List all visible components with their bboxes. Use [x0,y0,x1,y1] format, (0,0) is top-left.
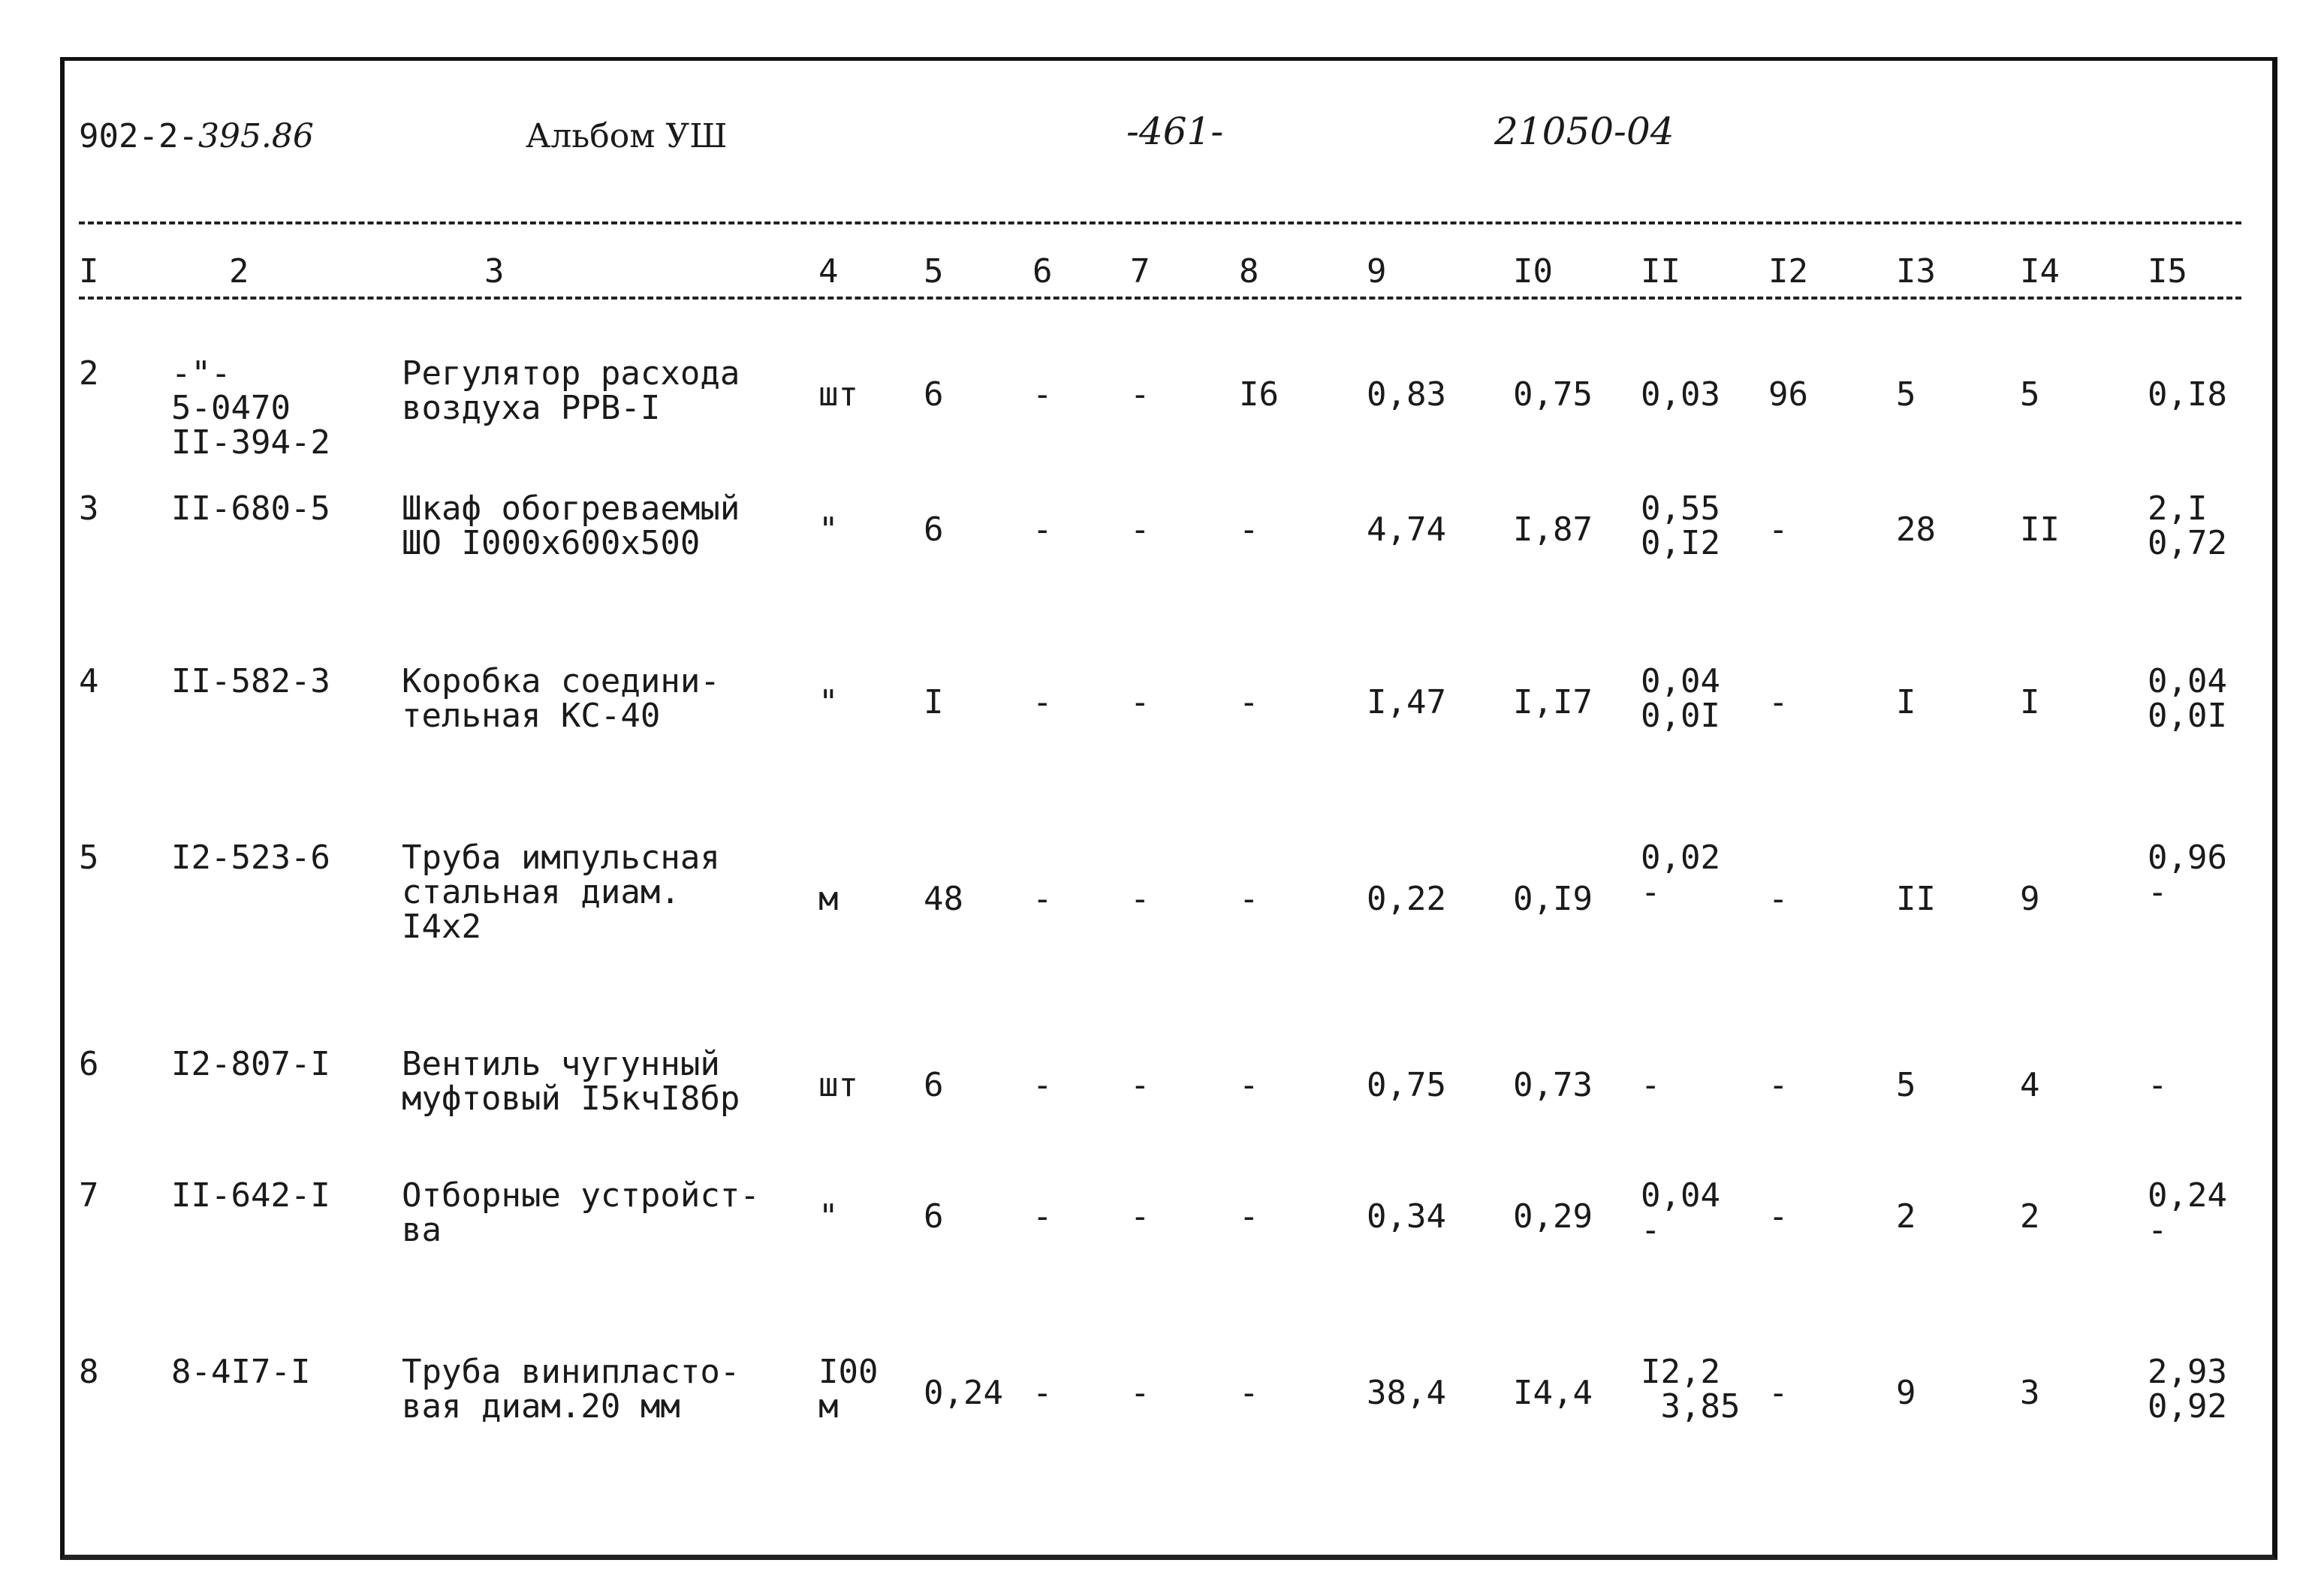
table-cell-col-14: 5 [2020,375,2040,414]
table-cell-col-14: II [2020,510,2060,549]
table-cell-col-12: - [1768,1373,1789,1412]
table-cell-col-7: - [1130,510,1150,549]
table-cell-col-9: I,47 [1367,682,1446,721]
column-number-3: 3 [484,252,505,291]
column-number-2: 2 [229,252,249,291]
table-cell-col-5: 6 [924,510,944,549]
table-cell-col-1: 6 [79,1045,99,1083]
document-number: 21050-04 [1494,110,1674,153]
table-cell-col-14: 2 [2020,1197,2040,1236]
table-cell-col-3: Вентиль чугунный муфтовый I5кчI8бр [402,1045,740,1118]
table-cell-col-14: 9 [2020,880,2040,919]
table-cell-col-8: - [1239,880,1259,919]
table-cell-col-13: 5 [1896,1065,1916,1104]
table-cell-col-15: 2,93 0,92 [2148,1353,2227,1426]
table-cell-col-1: 2 [79,354,99,393]
table-cell-col-15: 0,24 - [2148,1176,2227,1249]
table-cell-col-9: 0,83 [1367,375,1446,414]
table-cell-col-14: 3 [2020,1373,2040,1412]
column-number-7: 7 [1130,252,1150,291]
table-cell-col-6: - [1032,880,1053,919]
table-cell-col-12: - [1768,1197,1789,1236]
table-cell-col-15: - [2148,1065,2168,1104]
table-cell-col-7: - [1130,1197,1150,1236]
table-cell-col-14: I [2020,682,2040,721]
table-cell-col-6: - [1032,1197,1053,1236]
table-cell-col-12: - [1768,1065,1789,1104]
table-cell-col-11: 0,55 0,I2 [1641,489,1720,562]
table-cell-col-15: 2,I 0,72 [2148,489,2227,562]
column-number-14: I4 [2020,252,2060,291]
table-cell-col-13: 5 [1896,375,1916,414]
table-cell-col-12: - [1768,682,1789,721]
table-cell-col-3: Труба импульсная стальная диам. I4x2 [402,839,720,946]
header-top-rule [79,221,2241,224]
table-cell-col-4: " [818,1197,839,1236]
album-title: Альбом УШ [526,117,728,155]
table-cell-col-13: 28 [1896,510,1936,549]
table-cell-col-4: шт [818,1065,858,1104]
table-cell-col-8: - [1239,1197,1259,1236]
column-number-12: I2 [1768,252,1808,291]
table-cell-col-2: II-642-I [171,1176,330,1215]
table-cell-col-11: 0,03 [1641,375,1720,414]
table-cell-col-6: - [1032,1065,1053,1104]
table-cell-col-5: 0,24 [924,1373,1003,1412]
table-cell-col-5: 48 [924,880,963,919]
document-code-prefix: 902-2- [79,117,198,155]
table-cell-col-6: - [1032,375,1053,414]
document-code [79,117,314,155]
table-cell-col-2: 8-4I7-I [171,1353,311,1391]
table-cell-col-3: Регулятор расхода воздуха РРВ-I [402,354,740,427]
table-cell-col-10: I,I7 [1513,682,1593,721]
document-code-handwritten: 395.86 [197,117,314,155]
table-cell-col-10: I,87 [1513,510,1593,549]
table-cell-col-9: 0,34 [1367,1197,1446,1236]
table-cell-col-5: 6 [924,1065,944,1104]
table-cell-col-6: - [1032,682,1053,721]
table-cell-col-7: - [1130,682,1150,721]
table-cell-col-7: - [1130,1065,1150,1104]
table-cell-col-14: 4 [2020,1065,2040,1104]
table-cell-col-2: II-582-3 [171,662,330,700]
table-cell-col-15: 0,04 0,0I [2148,662,2227,735]
table-cell-col-12: - [1768,510,1789,549]
column-number-6: 6 [1032,252,1053,291]
table-cell-col-7: - [1130,1373,1150,1412]
table-cell-col-4: м [818,880,839,919]
table-cell-col-8: - [1239,1065,1259,1104]
table-cell-col-4: I00 м [818,1353,879,1426]
column-number-10: I0 [1513,252,1553,291]
table-cell-col-13: II [1896,880,1936,919]
column-number-4: 4 [818,252,839,291]
table-cell-col-5: 6 [924,1197,944,1236]
table-cell-col-2: I2-523-6 [171,839,330,877]
column-number-15: I5 [2148,252,2187,291]
table-cell-col-13: 2 [1896,1197,1916,1236]
table-cell-col-3: Коробка соедини- тельная КС-40 [402,662,720,735]
table-cell-col-15: 0,96 - [2148,839,2227,911]
table-cell-col-2: I2-807-I [171,1045,330,1083]
header-bottom-rule [79,297,2241,300]
table-cell-col-9: 38,4 [1367,1373,1446,1412]
table-cell-col-13: I [1896,682,1916,721]
table-cell-col-2: II-680-5 [171,489,330,528]
page-frame [60,57,2277,1560]
column-number-13: I3 [1896,252,1936,291]
table-cell-col-4: шт [818,375,858,414]
table-cell-col-6: - [1032,1373,1053,1412]
table-cell-col-9: 4,74 [1367,510,1446,549]
table-cell-col-4: " [818,682,839,721]
table-cell-col-11: 0,04 0,0I [1641,662,1720,735]
table-cell-col-1: 8 [79,1353,99,1391]
table-cell-col-3: Шкаф обогреваемый ШО I000x600x500 [402,489,740,562]
table-cell-col-1: 3 [79,489,99,528]
table-cell-col-10: 0,29 [1513,1197,1593,1236]
table-cell-col-8: - [1239,510,1259,549]
page-number: -461- [1126,110,1224,153]
column-number-1: I [79,252,99,291]
table-cell-col-15: 0,I8 [2148,375,2227,414]
table-cell-col-5: I [924,682,944,721]
table-cell-col-7: - [1130,375,1150,414]
table-cell-col-5: 6 [924,375,944,414]
table-cell-col-10: 0,I9 [1513,880,1593,919]
column-number-5: 5 [924,252,944,291]
table-cell-col-9: 0,75 [1367,1065,1446,1104]
table-cell-col-11: 0,02 - [1641,839,1720,911]
column-number-8: 8 [1239,252,1259,291]
table-cell-col-12: - [1768,880,1789,919]
table-cell-col-9: 0,22 [1367,880,1446,919]
table-cell-col-3: Отборные устройст- ва [402,1176,760,1249]
table-cell-col-8: I6 [1239,375,1279,414]
table-cell-col-12: 96 [1768,375,1808,414]
column-number-11: II [1641,252,1681,291]
table-cell-col-7: - [1130,880,1150,919]
table-cell-col-8: - [1239,1373,1259,1412]
table-cell-col-10: 0,75 [1513,375,1593,414]
table-cell-col-3: Труба винипласто- вая диам.20 мм [402,1353,740,1426]
table-cell-col-11: I2,2 3,85 [1641,1353,1741,1426]
table-cell-col-13: 9 [1896,1373,1916,1412]
table-cell-col-10: 0,73 [1513,1065,1593,1104]
table-cell-col-1: 7 [79,1176,99,1215]
table-cell-col-11: 0,04 - [1641,1176,1720,1249]
table-cell-col-1: 4 [79,662,99,700]
table-cell-col-6: - [1032,510,1053,549]
table-cell-col-2: -"- 5-0470 II-394-2 [171,354,330,462]
table-cell-col-10: I4,4 [1513,1373,1593,1412]
column-number-9: 9 [1367,252,1387,291]
table-cell-col-8: - [1239,682,1259,721]
table-cell-col-1: 5 [79,839,99,877]
table-cell-col-11: - [1641,1065,1661,1104]
table-cell-col-4: " [818,510,839,549]
